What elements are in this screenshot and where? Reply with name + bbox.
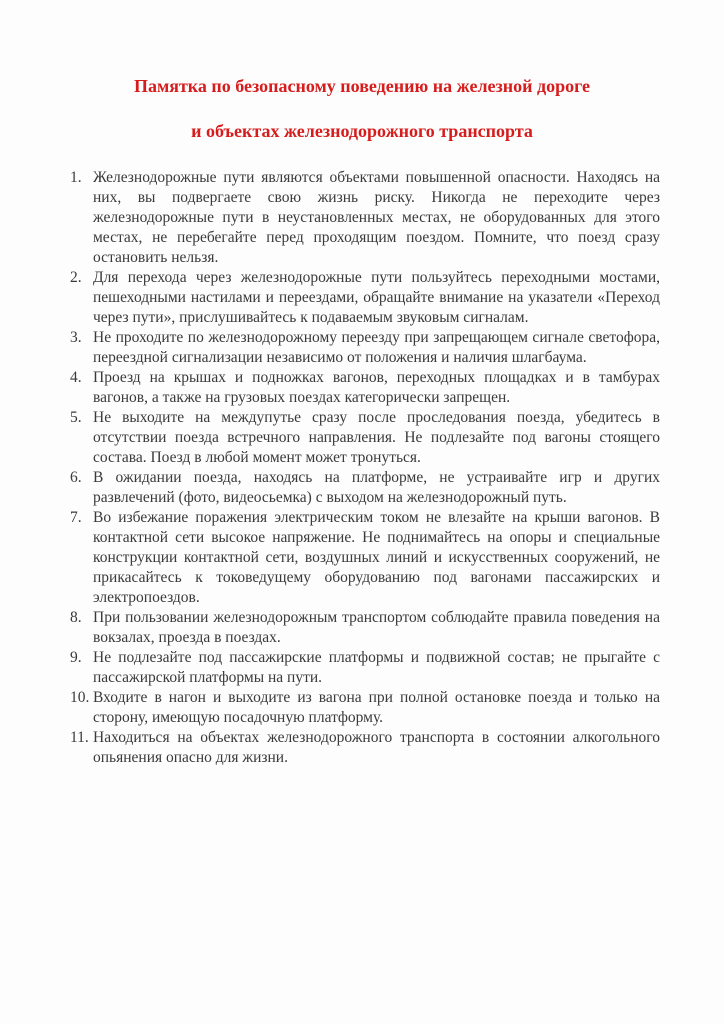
rule-text: Входите в нагон и выходите из вагона при полной остановке поезда и только на сторону, имеющую посадочную платформу. (93, 689, 660, 726)
rule-text: Проезд на крышах и подножках вагонов, переходных площадках и в тамбурах вагонов, а также на грузовых поездах категорически запрещен. (93, 369, 660, 406)
rule-item (68, 168, 660, 268)
rule-text: Не проходите по железнодорожному переезду при запрещающем сигнале светофора, переездной сигнализации независимо от положения и наличия шлагбаума. (93, 329, 660, 366)
rule-item (68, 268, 660, 328)
rule-item (68, 328, 660, 368)
rule-text: Не выходите на междупутье сразу после проследования поезда, убедитесь в отсутствии поезда встречного направления. Не подлезайте под вагоны стоящего состава. Поезд в любой момент может тронуться. (93, 409, 660, 466)
rule-item (68, 408, 660, 468)
rule-text: В ожидании поезда, находясь на платформе, не устраивайте игр и других развлечений (фото, видеосьемка) с выходом на железнодорожный путь. (93, 469, 660, 506)
document-title (0, 0, 724, 141)
rule-number: 3. (70, 329, 82, 346)
rule-text: При пользовании железнодорожным транспортом соблюдайте правила поведения на вокзалах, проезда в поездах. (93, 609, 660, 646)
rule-text: Не подлезайте под пассажирские платформы и подвижной состав; не прыгайте с пассажирской платформы на пути. (93, 649, 660, 686)
rule-number: 1. (70, 169, 82, 186)
rules-list (68, 168, 660, 768)
rule-number: 6. (70, 469, 82, 486)
rule-text: Для перехода через железнодорожные пути пользуйтесь переходными мостами, пешеходными настилами и переездами, обращайте внимание на указатели «Переход через пути», прислушивайтесь к подаваемым звуковым сигналам. (93, 269, 660, 326)
rule-number: 4. (70, 369, 82, 386)
rule-text: Железнодорожные пути являются объектами повышенной опасности. Находясь на них, вы подвергаете свою жизнь риску. Никогда не переходите через железнодорожные пути в неустановленных местах, не оборудованных для этого местах, не перебегайте перед проходящим поездом. Помните, что поезд сразу остановить нельзя. (93, 169, 660, 266)
rule-text: Во избежание поражения электрическим током не влезайте на крыши вагонов. В контактной сети высокое напряжение. Не поднимайтесь на опоры и специальные конструкции контактной сети, воздушных линий и искусственных сооружений, не прикасайтесь к токоведущему оборудованию под вагонами пассажирских и электропоездов. (93, 509, 660, 606)
rule-item (68, 508, 660, 608)
rule-number: 9. (70, 649, 82, 666)
rule-item (68, 468, 660, 508)
rule-number: 5. (70, 409, 82, 426)
rule-number: 10. (70, 689, 90, 706)
rule-item (68, 368, 660, 408)
rule-number: 7. (70, 509, 82, 526)
rule-text: Находиться на объектах железнодорожного транспорта в состоянии алкогольного опьянения опасно для жизни. (93, 729, 660, 766)
rule-item (68, 648, 660, 688)
rule-item (68, 608, 660, 648)
title-line-1: Памятка по безопасному поведению на железной дороге (133, 76, 591, 96)
rule-item (68, 728, 660, 768)
title-line-2: и объектах железнодорожного транспорта (191, 121, 533, 141)
rule-number: 11. (70, 729, 89, 746)
rule-number: 2. (70, 269, 82, 286)
rule-item (68, 688, 660, 728)
rule-number: 8. (70, 609, 82, 626)
